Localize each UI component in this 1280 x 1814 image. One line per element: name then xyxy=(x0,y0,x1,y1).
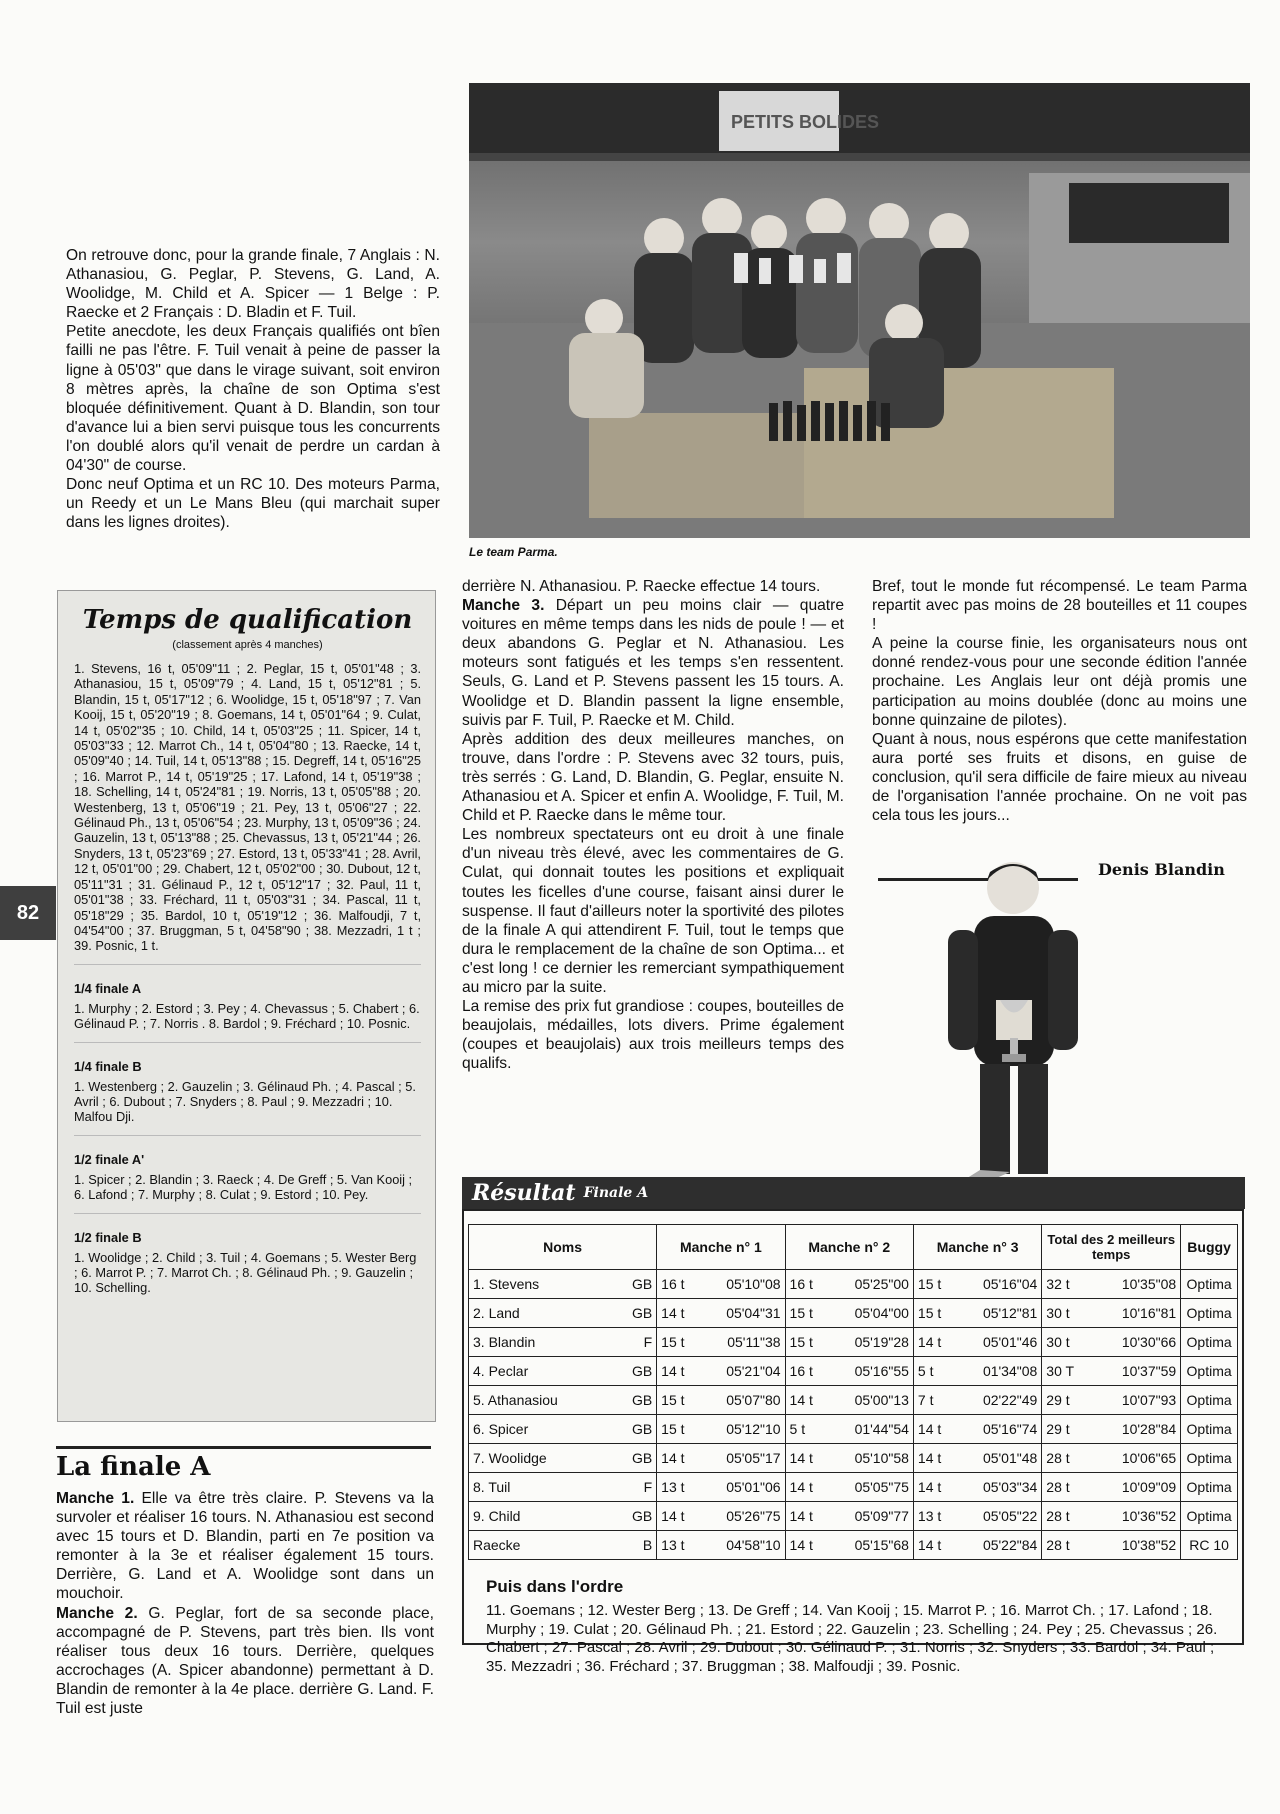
paragraph-text: Après addition des deux meilleures manches, on trouve, dans l'ordre : P. Stevens avec 32 tours, puis, très serrés : G. Land, D. Blandin, G. Peglar, ensuite N. Athanasiou et A. Spicer et enfin A. Woolidge, F. Tuil, M. Child et P. Raecke dans le même tour. xyxy=(462,730,844,825)
heat-results: 1. Spicer ; 2. Blandin ; 3. Raeck ; 4. De Greff ; 5. Van Kooij ; 6. Lafond ; 7. Murphy ; 8. Culat ; 9. Estord ; 10. Pey. xyxy=(74,1171,413,1203)
table-cell-m1: 05'11"38 xyxy=(691,1328,785,1357)
table-cell-tot: 10'37"59 xyxy=(1076,1357,1180,1386)
table-cell-nat: F xyxy=(622,1328,657,1357)
qualification-subtitle: (classement après 4 manches) xyxy=(172,639,323,651)
table-cell-m2: 05'19"28 xyxy=(820,1328,914,1357)
page-number-tab xyxy=(0,886,56,940)
table-cell-nat: GB xyxy=(622,1502,657,1531)
table-cell-tt: 28 t xyxy=(1042,1444,1077,1473)
table-cell-m3t: 14 t xyxy=(913,1415,948,1444)
table-cell-m2t: 14 t xyxy=(785,1473,820,1502)
table-cell-buggy: Optima xyxy=(1181,1473,1238,1502)
right-column xyxy=(872,577,1247,825)
table-cell-m3t: 13 t xyxy=(913,1502,948,1531)
table-row xyxy=(469,1502,1238,1531)
finale-title: La finale A xyxy=(56,1452,211,1482)
table-cell-tt: 32 t xyxy=(1042,1270,1077,1299)
lead-text: Manche 1. xyxy=(56,1490,135,1507)
table-cell-nat: GB xyxy=(622,1357,657,1386)
table-cell-tt: 30 t xyxy=(1042,1299,1077,1328)
table-cell-nat: GB xyxy=(622,1415,657,1444)
table-cell-m3t: 15 t xyxy=(913,1270,948,1299)
table-cell-m1: 05'01"06 xyxy=(691,1473,785,1502)
table-cell-name: 3. Blandin xyxy=(469,1328,623,1357)
table-cell-m1t: 14 t xyxy=(657,1444,692,1473)
column-header: Manche n° 2 xyxy=(785,1225,913,1270)
results-body xyxy=(469,1270,1238,1560)
table-row xyxy=(469,1328,1238,1357)
middle-paragraph xyxy=(462,997,844,1073)
team-photo-icon xyxy=(469,83,1250,538)
table-cell-m1: 05'10"08 xyxy=(691,1270,785,1299)
results-title: Résultat xyxy=(472,1180,576,1206)
table-cell-m1t: 15 t xyxy=(657,1328,692,1357)
table-cell-buggy: Optima xyxy=(1181,1270,1238,1299)
team-photo xyxy=(469,83,1250,538)
middle-paragraph xyxy=(462,825,844,997)
table-row xyxy=(469,1473,1238,1502)
table-cell-m3t: 14 t xyxy=(913,1444,948,1473)
table-cell-buggy: Optima xyxy=(1181,1386,1238,1415)
middle-paragraph xyxy=(462,730,844,825)
table-cell-name: 6. Spicer xyxy=(469,1415,623,1444)
table-cell-m3: 05'01"46 xyxy=(948,1328,1042,1357)
paragraph-text: Départ un peu moins clair — quatre voitures en même temps dans les nids de poule ! — et deux abandons G. Peglar et N. Athanasiou. Les moteurs sont fatigués et les temps s'en ressentent. Seuls, G. Land et P. Stevens passent les 15 tours. A. Woolidge et D. Blandin passent la ligne ensemble, suivis par F. Tuil, P. Raecke et M. Child. xyxy=(462,597,844,729)
signature: Denis Blandin xyxy=(1098,860,1225,879)
author-portrait-icon xyxy=(938,850,1088,1195)
table-row xyxy=(469,1270,1238,1299)
divider xyxy=(74,964,421,965)
table-cell-m2t: 5 t xyxy=(785,1415,820,1444)
table-cell-m3t: 5 t xyxy=(913,1357,948,1386)
table-cell-tt: 30 T xyxy=(1042,1357,1077,1386)
divider xyxy=(74,1135,421,1136)
table-cell-tt: 28 t xyxy=(1042,1473,1077,1502)
table-cell-m2: 05'09"77 xyxy=(820,1502,914,1531)
table-cell-m1t: 14 t xyxy=(657,1502,692,1531)
table-cell-m1t: 15 t xyxy=(657,1415,692,1444)
table-cell-tot: 10'36"52 xyxy=(1076,1502,1180,1531)
table-cell-m3t: 7 t xyxy=(913,1386,948,1415)
table-cell-m1: 05'07"80 xyxy=(691,1386,785,1415)
table-cell-m3: 05'16"04 xyxy=(948,1270,1042,1299)
paragraph-text: Elle va être très claire. P. Stevens va la survoler et réaliser 16 tours. N. Athanasiou est second avec 15 tours et D. Blandin, parti en 7e position va remonter à la 3e et réaliser également 15 tours. Derrière, G. Land et A. Woolidge sont dans un mouchoir. xyxy=(56,1490,434,1603)
right-paragraph: A peine la course finie, les organisateurs nous ont donné rendez-vous pour une seconde édition l'année prochaine. Les Anglais leur ont déjà promis une participation au moins doublée (donc au moins une bonne quinzaine de pilotes). xyxy=(872,635,1247,729)
table-cell-m2: 05'25"00 xyxy=(820,1270,914,1299)
table-row xyxy=(469,1357,1238,1386)
table-cell-name: 1. Stevens xyxy=(469,1270,623,1299)
table-cell-m1t: 16 t xyxy=(657,1270,692,1299)
table-cell-m3: 05'22"84 xyxy=(948,1531,1042,1560)
table-cell-buggy: Optima xyxy=(1181,1328,1238,1357)
table-cell-m1: 05'12"10 xyxy=(691,1415,785,1444)
finale-text xyxy=(56,1489,434,1718)
table-cell-m2: 05'10"58 xyxy=(820,1444,914,1473)
table-cell-m3: 05'03"34 xyxy=(948,1473,1042,1502)
table-cell-m1t: 13 t xyxy=(657,1531,692,1560)
table-cell-buggy: Optima xyxy=(1181,1502,1238,1531)
table-cell-nat: GB xyxy=(622,1386,657,1415)
divider xyxy=(74,1042,421,1043)
table-cell-tt: 29 t xyxy=(1042,1386,1077,1415)
table-header-row xyxy=(469,1225,1238,1270)
table-cell-m1: 05'26"75 xyxy=(691,1502,785,1531)
intro-text xyxy=(66,246,440,532)
photo-sign: PETITS BOLIDES xyxy=(731,112,880,132)
table-cell-m2t: 14 t xyxy=(785,1386,820,1415)
table-cell-tt: 28 t xyxy=(1042,1531,1077,1560)
table-cell-m3: 05'16"74 xyxy=(948,1415,1042,1444)
table-cell-m3t: 14 t xyxy=(913,1531,948,1560)
qualification-box xyxy=(57,590,436,1422)
table-cell-m1t: 15 t xyxy=(657,1386,692,1415)
table-cell-m1: 05'21"04 xyxy=(691,1357,785,1386)
table-row xyxy=(469,1444,1238,1473)
table-cell-tot: 10'30"66 xyxy=(1076,1328,1180,1357)
heat-results: 1. Woolidge ; 2. Child ; 3. Tuil ; 4. Goemans ; 5. Wester Berg ; 6. Marrot P. ; 7. Marrot Ch. ; 8. Gélinaud Ph. ; 9. Gauzelin ; 10. Schelling. xyxy=(74,1249,417,1296)
table-cell-m2t: 14 t xyxy=(785,1444,820,1473)
table-cell-m1t: 14 t xyxy=(657,1299,692,1328)
table-cell-tt: 30 t xyxy=(1042,1328,1077,1357)
table-cell-name: 5. Athanasiou xyxy=(469,1386,623,1415)
table-cell-m2t: 15 t xyxy=(785,1299,820,1328)
heat-title: 1/2 finale B xyxy=(74,1229,142,1245)
table-cell-m2: 05'16"55 xyxy=(820,1357,914,1386)
table-cell-tt: 28 t xyxy=(1042,1502,1077,1531)
heat-title: 1/4 finale A xyxy=(74,980,142,996)
middle-paragraph xyxy=(462,596,844,730)
table-cell-buggy: Optima xyxy=(1181,1415,1238,1444)
results-subtitle: Finale A xyxy=(583,1185,649,1201)
table-cell-tot: 10'35"08 xyxy=(1076,1270,1180,1299)
heat-title: 1/2 finale A' xyxy=(74,1151,145,1167)
paragraph-text: G. Peglar, fort de sa seconde place, accompagné de P. Stevens, part très bien. Ils vont réaliser tous deux 16 tours. Derrière, quelques accrochages (A. Spicer abandonne) permettant à D. Blandin de remonter à la 4e place. derrière G. Land. F. Tuil est juste xyxy=(56,1604,435,1718)
finale-paragraph xyxy=(56,1489,434,1604)
table-cell-buggy: Optima xyxy=(1181,1357,1238,1386)
qualification-title: Temps de qualification xyxy=(82,605,413,635)
table-cell-tot: 10'06"65 xyxy=(1076,1444,1180,1473)
table-row xyxy=(469,1531,1238,1560)
table-row xyxy=(469,1299,1238,1328)
table-row xyxy=(469,1386,1238,1415)
table-cell-m1: 05'05"17 xyxy=(691,1444,785,1473)
table-cell-m2t: 16 t xyxy=(785,1357,820,1386)
page-number: 82 xyxy=(16,901,40,924)
right-paragraph: Bref, tout le monde fut récompensé. Le team Parma repartit avec pas moins de 28 bouteilles et 11 coupes ! xyxy=(872,578,1247,634)
table-cell-m2t: 14 t xyxy=(785,1531,820,1560)
table-cell-buggy: RC 10 xyxy=(1181,1531,1238,1560)
table-cell-m3: 02'22"49 xyxy=(948,1386,1042,1415)
table-cell-m2: 05'15"68 xyxy=(820,1531,914,1560)
table-cell-m1: 05'04"31 xyxy=(691,1299,785,1328)
table-cell-nat: GB xyxy=(622,1270,657,1299)
results-table xyxy=(468,1224,1238,1560)
table-cell-nat: F xyxy=(622,1473,657,1502)
heat-title: 1/4 finale B xyxy=(74,1058,142,1074)
qualification-results: 1. Stevens, 16 t, 05'09"11 ; 2. Peglar, 15 t, 05'01"48 ; 3. Athanasiou, 15 t, 05'09"79 ; 4. Land, 15 t, 05'12"81 ; 5. Blandin, 15 t, 05'17"12 ; 6. Woolidge, 15 t, 05'18"97 ; 7. Van Kooij, 15 t, 05'20"19 ; 8. Goemans, 14 t, 05'01"64 ; 9. Culat, 14 t, 05'02"35 ; 10. Child, 14 t, 05'03"25 ; 11. Spicer, 14 t, 05'03"33 ; 12. Marrot Ch., 14 t, 05'04"80 ; 13. Raecke, 14 t, 05'09"40 ; 14. Tuil, 14 t, 05'13"88 ; 15. Degreff, 14 t, 05'16"25 ; 16. Marrot P., 14 t, 05'19"25 ; 17. Lafond, 14 t, 05'19"38 ; 18. Schelling, 14 t, 05'24"81 ; 19. Norris, 13 t, 05'05"88 ; 20. Westenberg, 13 t, 05'06"19 ; 21. Pey, 13 t, 05'06"27 ; 22. Gélinaud Ph., 13 t, 05'06"54 ; 23. Murphy, 13 t, 05'09"36 ; 24. Gauzelin, 13 t, 05'13"88 ; 25. Chevassus, 13 t, 05'21"44 ; 26. Snyders, 13 t, 05'23"69 ; 27. Estord, 13 t, 05'33"41 ; 28. Avril, 12 t, 05'01"00 ; 29. Chabert, 12 t, 05'02"00 ; 30. Dubout, 12 t, 05'11"31 ; 31. Gélinaud P., 12 t, 05'12"17 ; 32. Paul, 11 t, 05'01"38 ; 33. Fréchard, 11 t, 05'03"31 ; 34. Pascal, 11 t, 05'18"29 ; 35. Bardol, 10 t, 05'19"12 ; 36. Malfoudji, 7 t, 04'54"00 ; 37. Bruggman, 5 t, 04'58"90 ; 38. Mezzadri, 1 t ; 39. Posnic, 1 t. xyxy=(74,661,421,954)
table-cell-tot: 10'28"84 xyxy=(1076,1415,1180,1444)
column-header: Manche n° 1 xyxy=(657,1225,785,1270)
table-cell-m2: 05'00"13 xyxy=(820,1386,914,1415)
table-cell-m2t: 15 t xyxy=(785,1328,820,1357)
table-cell-nat: GB xyxy=(622,1299,657,1328)
divider xyxy=(74,1213,421,1214)
column-header: Manche n° 3 xyxy=(913,1225,1041,1270)
table-cell-m3: 05'01"48 xyxy=(948,1444,1042,1473)
column-header: Noms xyxy=(469,1225,657,1270)
others-text: 11. Goemans ; 12. Wester Berg ; 13. De Greff ; 14. Van Kooij ; 15. Marrot P. ; 16. Marrot Ch. ; 17. Lafond ; 18. Murphy ; 19. Culat ; 20. Gélinaud Ph. ; 21. Estord ; 22. Gauzelin ; 23. Schelling ; 24. Pey ; 25. Chevassus ; 26. Chabert ; 27. Pascal ; 28. Avril ; 29. Dubout ; 30. Gélinaud P. ; 31. Norris ; 32. Snyders ; 33. Bardol ; 34. Paul ; 35. Mezzadri ; 36. Fréchard ; 37. Bruggman ; 38. Malfoudji ; 39. Posnic. xyxy=(486,1602,1218,1675)
table-cell-m2t: 16 t xyxy=(785,1270,820,1299)
table-cell-m1t: 13 t xyxy=(657,1473,692,1502)
table-cell-name: 4. Peclar xyxy=(469,1357,623,1386)
table-cell-m1: 04'58"10 xyxy=(691,1531,785,1560)
right-paragraph: Quant à nous, nous espérons que cette manifestation aura porté ses fruits et disons, en guise de conclusion, qu'il sera difficile de faire mieux au niveau de l'organisation l'année prochaine. On ne voit pas cela tous les jours... xyxy=(872,730,1247,825)
finale-rule xyxy=(56,1446,431,1449)
photo-caption: Le team Parma. xyxy=(469,545,558,559)
table-cell-m3: 05'12"81 xyxy=(948,1299,1042,1328)
table-cell-name: 7. Woolidge xyxy=(469,1444,623,1473)
intro-paragraph: On retrouve donc, pour la grande finale, 7 Anglais : N. Athanasiou, G. Peglar, P. Stevens, G. Land, A. Woolidge, M. Child et A. Spicer — 1 Belge : P. Raecke et 2 Français : D. Bladin et F. Tuil. xyxy=(66,247,440,322)
table-cell-tot: 10'07"93 xyxy=(1076,1386,1180,1415)
table-cell-tot: 10'16"81 xyxy=(1076,1299,1180,1328)
paragraph-text: derrière N. Athanasiou. P. Raecke effectue 14 tours. xyxy=(462,578,821,595)
table-cell-nat: GB xyxy=(622,1444,657,1473)
heat-results: 1. Westenberg ; 2. Gauzelin ; 3. Gélinaud Ph. ; 4. Pascal ; 5. Avril ; 6. Dubout ; 7. Snyders ; 8. Paul ; 9. Mezzadri ; 10. Malfou Dji. xyxy=(74,1078,416,1125)
table-cell-m3: 01'34"08 xyxy=(948,1357,1042,1386)
table-cell-m3t: 15 t xyxy=(913,1299,948,1328)
table-cell-m3t: 14 t xyxy=(913,1473,948,1502)
results-bar xyxy=(462,1177,1245,1209)
table-cell-m2: 05'04"00 xyxy=(820,1299,914,1328)
table-cell-m2: 01'44"54 xyxy=(820,1415,914,1444)
table-cell-m3t: 14 t xyxy=(913,1328,948,1357)
table-cell-m2: 05'05"75 xyxy=(820,1473,914,1502)
paragraph-text: La remise des prix fut grandiose : coupes, bouteilles de beaujolais, médailles, lots divers. Prime également (coupes et beaujolais) aux trois meilleurs temps des qualifs. xyxy=(462,998,844,1073)
table-cell-name: 8. Tuil xyxy=(469,1473,623,1502)
middle-paragraph xyxy=(462,577,844,596)
column-header: Total des 2 meilleurs temps xyxy=(1042,1225,1181,1270)
table-cell-name: Raecke xyxy=(469,1531,623,1560)
table-cell-buggy: Optima xyxy=(1181,1444,1238,1473)
column-header: Buggy xyxy=(1181,1225,1238,1270)
table-cell-nat: B xyxy=(622,1531,657,1560)
table-cell-m1t: 14 t xyxy=(657,1357,692,1386)
table-cell-m2t: 14 t xyxy=(785,1502,820,1531)
others-title: Puis dans l'ordre xyxy=(486,1577,624,1596)
intro-paragraph: Petite anecdote, les deux Français qualifiés ont bîen failli ne pas l'être. F. Tuil venait à peine de passer la ligne à 05'03" que dans le virage suivant, soit environ 8 mètres après, la chaîne de son Optima s'est bloquée définitivement. Quant à D. Blandin, son tour d'avance lui a bien servi puisque tous les concurrents l'on doublé alors qu'il venait de perdre un cardan à 04'30" de course. xyxy=(66,323,440,475)
table-cell-name: 2. Land xyxy=(469,1299,623,1328)
finale-paragraph xyxy=(56,1604,434,1719)
table-cell-tot: 10'38"52 xyxy=(1076,1531,1180,1560)
middle-column xyxy=(462,577,844,1073)
paragraph-text: Les nombreux spectateurs ont eu droit à une finale d'un niveau très élevé, avec les commentaires de G. Culat, qui donnait toutes les positions et expliquait toutes les ficelles d'une course, faisant ainsi durer le suspense. Il faut d'ailleurs noter la sportivité des pilotes de la finale A qui attendirent F. Tuil, tout le temps que dura le remplacement de la chaîne de son Optima... et c'est long ! ce dernier les remerciant sympathiquement au micro par la suite. xyxy=(462,826,844,996)
intro-paragraph: Donc neuf Optima et un RC 10. Des moteurs Parma, un Reedy et un Le Mans Bleu (qui marchait super dans les lignes droites). xyxy=(66,476,440,532)
heat-results: 1. Murphy ; 2. Estord ; 3. Pey ; 4. Chevassus ; 5. Chabert ; 6. Gélinaud P. ; 7. Norris . 8. Bardol ; 9. Fréchard ; 10. Posnic. xyxy=(74,1000,420,1032)
table-cell-buggy: Optima xyxy=(1181,1299,1238,1328)
table-cell-tot: 10'09"09 xyxy=(1076,1473,1180,1502)
table-cell-tt: 29 t xyxy=(1042,1415,1077,1444)
lead-text: Manche 2. xyxy=(56,1604,138,1622)
table-cell-m3: 05'05"22 xyxy=(948,1502,1042,1531)
lead-text: Manche 3. xyxy=(462,597,545,615)
table-cell-name: 9. Child xyxy=(469,1502,623,1531)
table-row xyxy=(469,1415,1238,1444)
